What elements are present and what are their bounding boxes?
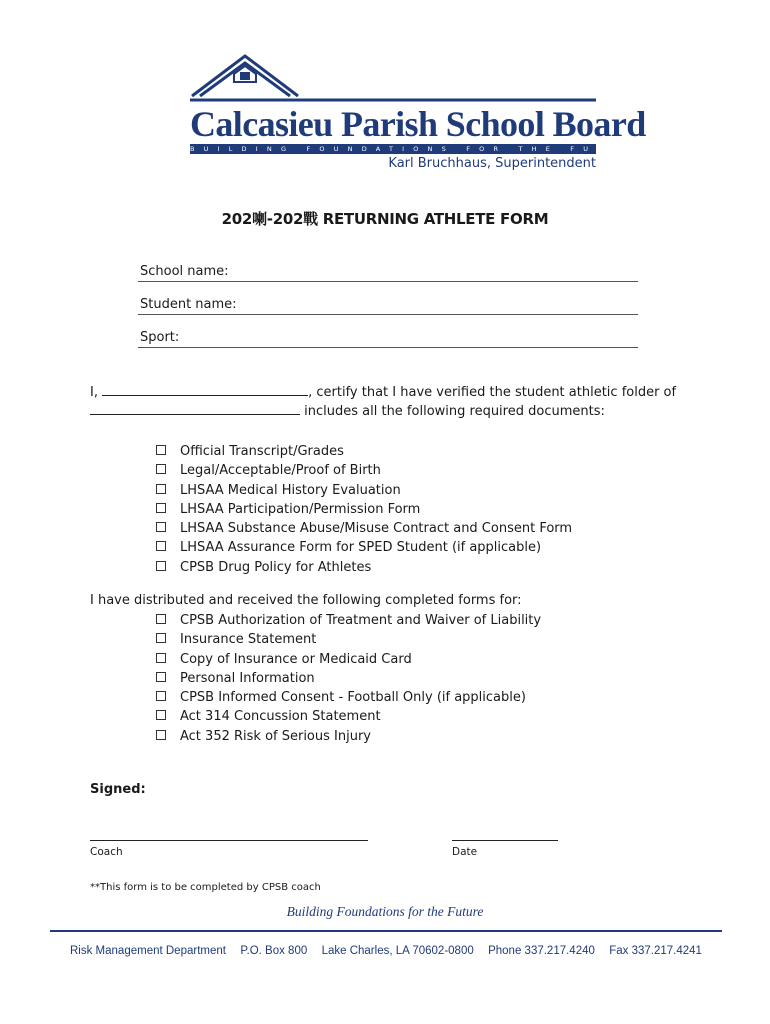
checkbox-icon[interactable] xyxy=(156,653,166,663)
form-title: 202喇-202戰 RETURNING ATHLETE FORM xyxy=(221,210,549,228)
signed-label: Signed: xyxy=(90,782,146,797)
checkbox-icon[interactable] xyxy=(156,561,166,571)
list-item[interactable]: LHSAA Assurance Form for SPED Student (if applicable) xyxy=(156,538,572,557)
date-signature-line[interactable] xyxy=(452,840,558,841)
checkbox-icon[interactable] xyxy=(156,541,166,551)
list-item[interactable]: LHSAA Substance Abuse/Misuse Contract and Consent Form xyxy=(156,519,572,538)
footer-divider xyxy=(50,930,722,932)
student-name-label: Student name: xyxy=(140,297,237,312)
student-name-field[interactable] xyxy=(138,296,638,315)
checkbox-icon[interactable] xyxy=(156,503,166,513)
checkbox-icon[interactable] xyxy=(156,633,166,643)
certify-line-1 xyxy=(90,385,676,400)
list-item[interactable]: CPSB Authorization of Treatment and Waiver of Liability xyxy=(156,611,541,630)
footer-po-box: P.O. Box 800 xyxy=(240,945,308,957)
checkbox-icon[interactable] xyxy=(156,464,166,474)
list-item[interactable]: LHSAA Participation/Permission Form xyxy=(156,500,572,519)
list-item[interactable]: Official Transcript/Grades xyxy=(156,442,572,461)
sport-field[interactable] xyxy=(138,329,638,348)
list-item[interactable]: CPSB Drug Policy for Athletes xyxy=(156,558,572,577)
certify-prefix: I, xyxy=(90,385,98,400)
checkbox-icon[interactable] xyxy=(156,710,166,720)
footer-city: Lake Charles, LA 70602-0800 xyxy=(321,945,474,957)
footer-motto: Building Foundations for the Future xyxy=(286,904,484,919)
list-item[interactable]: CPSB Informed Consent - Football Only (if applicable) xyxy=(156,688,541,707)
certify-includes-text: includes all the following required documents: xyxy=(304,404,605,419)
student-blank[interactable] xyxy=(90,414,300,415)
list-item[interactable]: Copy of Insurance or Medicaid Card xyxy=(156,650,541,669)
coach-signature-line[interactable] xyxy=(90,840,368,841)
checkbox-icon[interactable] xyxy=(156,522,166,532)
list-item[interactable]: Act 314 Concussion Statement xyxy=(156,707,541,726)
distributed-forms-list xyxy=(156,611,541,746)
school-name-label: School name: xyxy=(140,264,229,279)
certifier-name-blank[interactable] xyxy=(102,395,308,396)
footer-contact xyxy=(50,945,722,957)
sport-label: Sport: xyxy=(140,330,180,345)
footer-fax: Fax 337.217.4241 xyxy=(609,945,702,957)
org-name: Calcasieu Parish School Board xyxy=(190,104,646,144)
checkbox-icon[interactable] xyxy=(156,672,166,682)
superintendent: Karl Bruchhaus, Superintendent xyxy=(388,156,596,171)
tagline-band: BUILDING FOUNDATIONS FOR THE FUTURE xyxy=(190,145,652,153)
checkbox-icon[interactable] xyxy=(156,730,166,740)
list-item[interactable]: Personal Information xyxy=(156,669,541,688)
form-note: **This form is to be completed by CPSB coach xyxy=(90,882,321,893)
list-item[interactable]: Legal/Acceptable/Proof of Birth xyxy=(156,461,572,480)
checkbox-icon[interactable] xyxy=(156,484,166,494)
coach-label: Coach xyxy=(90,846,123,858)
list-item[interactable]: Insurance Statement xyxy=(156,630,541,649)
certify-text: , certify that I have verified the student athletic folder of xyxy=(308,385,677,400)
list-item[interactable]: LHSAA Medical History Evaluation xyxy=(156,481,572,500)
certify-line-2 xyxy=(90,404,605,419)
list-item[interactable]: Act 352 Risk of Serious Injury xyxy=(156,727,541,746)
footer-phone: Phone 337.217.4240 xyxy=(488,945,595,957)
required-documents-list xyxy=(156,442,572,577)
checkbox-icon[interactable] xyxy=(156,691,166,701)
footer-department: Risk Management Department xyxy=(70,945,226,957)
distributed-intro: I have distributed and received the following completed forms for: xyxy=(90,593,522,608)
school-name-field[interactable] xyxy=(138,263,638,282)
date-label: Date xyxy=(452,846,478,858)
checkbox-icon[interactable] xyxy=(156,614,166,624)
checkbox-icon[interactable] xyxy=(156,445,166,455)
